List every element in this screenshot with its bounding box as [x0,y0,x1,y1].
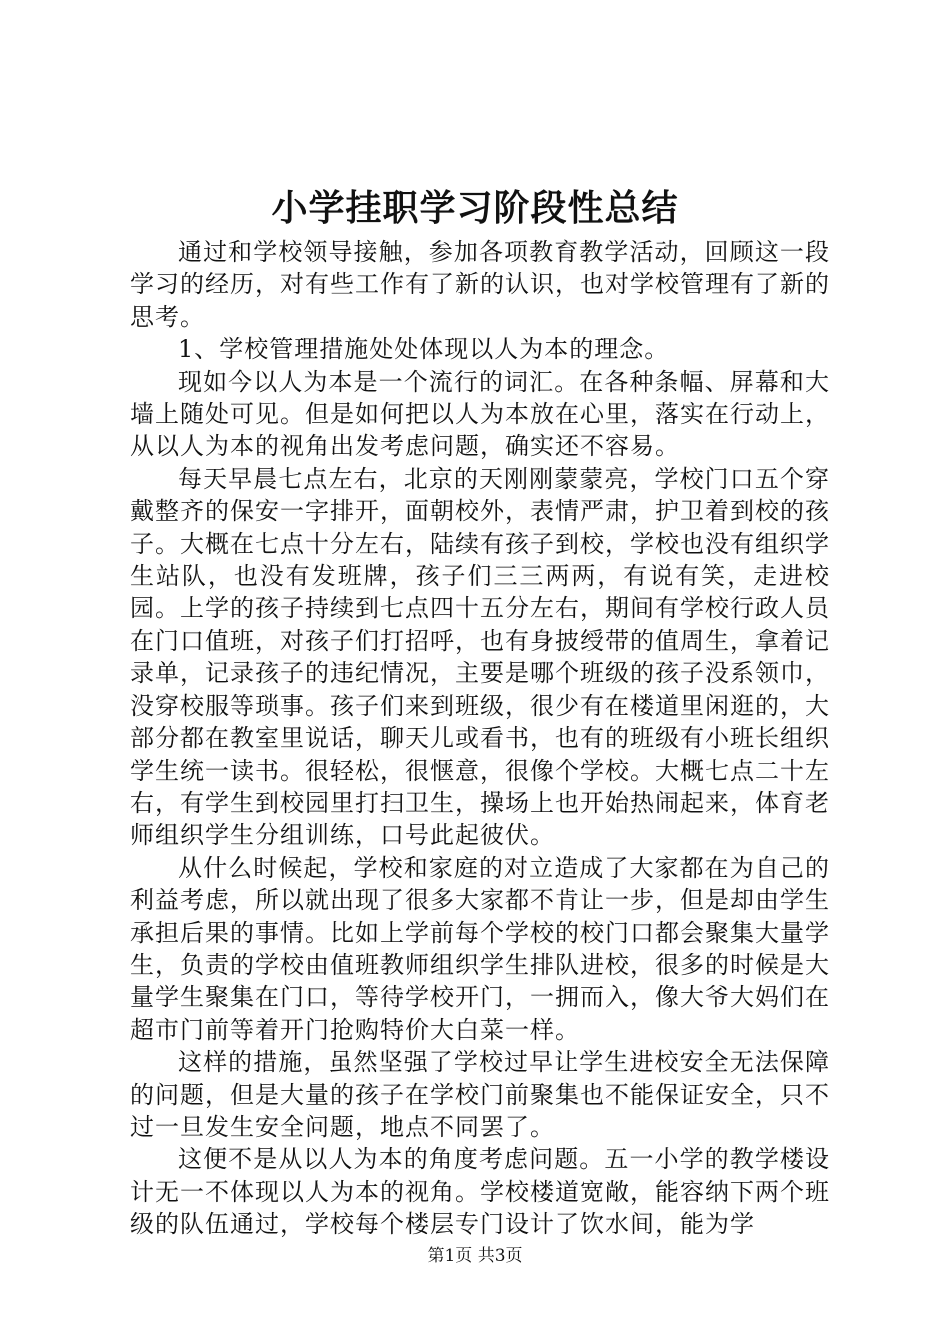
section-heading-1: 1、学校管理措施处处体现以人为本的理念。 [178,335,670,364]
paragraph-school-family: 从什么时候起，学校和家庭的对立造成了大家都在为自己的利益考虑，所以就出现了很多大家都不肯让一步，但是却由学生承担后果的事情。比如上学前每个学校的校门口都会聚集大量学生，负责的学校由值班教师组织学生排队进校，很多的时候是大量学生聚集在门口，等待学校开门，一拥而入，像大爷大妈们在超市门前等着开门抢购特价大白菜一样。 [130,853,830,1044]
paragraph-measures: 这样的措施，虽然坚强了学校过早让学生进校安全无法保障的问题，但是大量的孩子在学校门前聚集也不能保证安全，只不过一旦发生安全问题，地点不同罢了。 [130,1048,830,1141]
paragraph-people-oriented: 现如今以人为本是一个流行的词汇。在各种条幅、屏幕和大墙上随处可见。但是如何把以人为本放在心里，落实在行动上，从以人为本的视角出发考虑问题，确实还不容易。 [130,367,830,461]
paragraph-building-design: 这便不是从以人为本的角度考虑问题。五一小学的教学楼设计无一不体现以人为本的视角。学校楼道宽敞，能容纳下两个班级的队伍通过，学校每个楼层专门设计了饮水间，能为学 [130,1145,830,1239]
document-body [130,236,830,1241]
paragraph-intro: 通过和学校领导接触，参加各项教育教学活动，回顾这一段学习的经历，对有些工作有了新的认识，也对学校管理有了新的思考。 [130,238,830,331]
paragraph-morning-routine: 每天早晨七点左右，北京的天刚刚蒙蒙亮，学校门口五个穿戴整齐的保安一字排开，面朝校外，表情严肃，护卫着到校的孩子。大概在七点十分左右，陆续有孩子到校，学校也没有组织学生站队，也没有发班牌，孩子们三三两两，有说有笑，走进校园。上学的孩子持续到七点四十五分左右，期间有学校行政人员在门口值班，对孩子们打招呼，也有身披绶带的值周生，拿着记录单，记录孩子的违纪情况，主要是哪个班级的孩子没系领巾，没穿校服等琐事。孩子们来到班级，很少有在楼道里闲逛的，大部分都在教室里说话，聊天儿或看书，也有的班级有小班长组织学生统一读书。很轻松，很惬意，很像个学校。大概七点二十左右，有学生到校园里打扫卫生，操场上也开始热闹起来，体育老师组织学生分组训练，口号此起彼伏。 [130,464,830,850]
document-title: 小学挂职学习阶段性总结 [271,187,679,229]
page-number-footer: 第1页 共3页 [427,1246,523,1266]
